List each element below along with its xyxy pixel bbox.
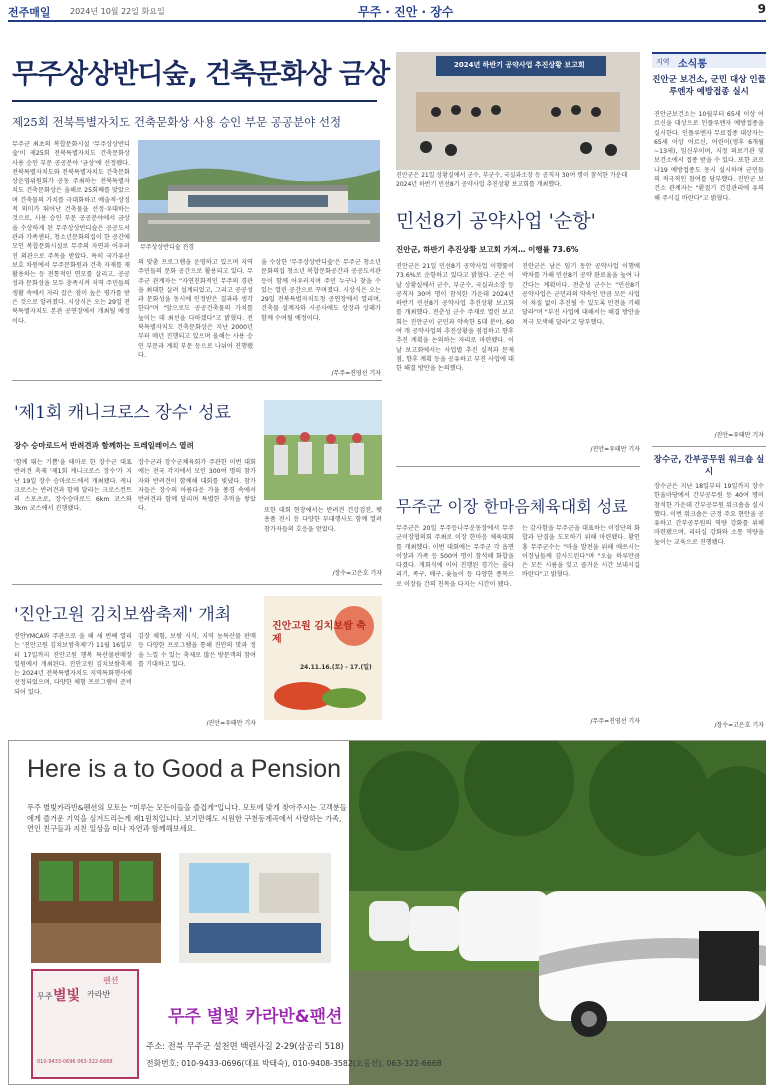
news-sidebar — [652, 52, 766, 732]
deck-photo — [31, 853, 161, 963]
pension-advertisement — [8, 740, 766, 1085]
newspaper-brand: 전주매일 — [8, 6, 51, 19]
pension-address: 주소: 전북 무주군 설천면 백련사길 2-29(삼공리 518) — [146, 1041, 344, 1051]
interior-photo — [179, 853, 331, 963]
page-header — [8, 0, 766, 22]
sign-text-2: 별빛 — [53, 988, 81, 1004]
hanmadang-col2: 는 감사함을 무주군을 대표하는 이장단의 화합과 단결을 도모하기 위해 마련됐다. 황인홍 무주군수는 "마을 발전을 위해 애쓰시는 이장님들께 감사드린다"며 "오늘 하루만큼은 모든 시름을 잊고 즐거운 시간 보내시길 바란다"고 밝혔다. — [522, 525, 640, 579]
pledge-headline: 민선8기 공약사업 '순항' — [396, 210, 596, 232]
divider — [12, 584, 382, 585]
main-article-col2: 의 맞춤 프로그램을 운영하고 있으며 지역 주민들의 문화 공간으로 활용되고 있다. 무주군 관계자는 "자연친화적인 무주의 경관을 최대한 살려 설계되었고, 그리고 공공성과 문화성을 동시에 인정받은 결과라 생각한다"며 "앞으로도 공공건축물의 가치를 높이는 데 최선을 다하겠다"고 밝혔다. 전북특별자치도 건축문화상은 지난 2000년부터 매년 진행되고 있으며 올해는 사용 승인 부문과 계획 부문 등으로 나뉘어 진행됐다. — [138, 259, 253, 359]
main-subheadline: 제25회 전북특별자치도 건축문화상 사용 승인 부문 공공분야 선정 — [12, 115, 342, 129]
canicross-byline: /장수=고은호 기자 — [332, 570, 382, 577]
sign-text-4: 펜션 — [103, 976, 119, 985]
headline-rule — [12, 100, 377, 102]
sidebar-item1-title: 진안군 보건소, 군민 대상 인플루엔자 예방접종 실시 — [652, 75, 766, 97]
pension-phone: 전화번호: 010-9433-0696(대표 박태숙), 010-9408-3582(오동선), 063-322-6668 — [146, 1059, 442, 1068]
canicross-subheadline: 장수 승마로드서 반려견과 함께하는 트레일레이스 열려 — [14, 441, 194, 450]
pledge-subheadline: 진안군, 하반기 추진상황 보고회 가져… 이행률 73.6% — [396, 245, 579, 254]
main-article-byline: /무주=진영선 기자 — [331, 370, 381, 377]
poster-date: 24.11.16.(토) - 17.(일) — [300, 664, 372, 671]
divider — [652, 446, 766, 447]
pledge-col1: 진안군은 21일 민선8기 공약사업 이행률이 73.6%로 순항하고 있다고 밝혔다. 군은 이날 상황실에서 군수, 부군수, 국실과소장 등 공직자 30여 명이 참석한 가운데 2024년 하반기 민선8기 공약사업 추진상황 보고회를 개최했다. 전춘성 군수 주재로 열린 보고회는 진안군이 군민과 약속한 5대 분야, 60여 개 공약사업의 추진상황을 점검하고 향후 추진 계획을 논의하는 자리로 마련됐다. 이날 보고회에서는 사업별 추진 실적과 문제점, 향후 계획 등을 공유하고 부진 사업에 대한 해결 방안을 논의했다. — [396, 263, 514, 373]
hanmadang-headline: 무주군 이장 한마음체육대회 성료 — [396, 497, 628, 516]
ad-headline: Here is a to Good a Pension — [27, 755, 342, 783]
main-article-col3: 을 수상한 '무주상상반디숲'은 무주군 청소년 문화의집 청소년 복합문화공간과 공공도서관 등이 함께 어우러지며 주민 누구나 찾을 수 있는 열린 공간으로 꾸며졌다. 시상식은 오는 29일 전북특별자치도청 공연장에서 열리며, 건축물 설계자와 시공사에도 상장과 상패가 함께 수여될 예정이다. — [261, 259, 381, 322]
sidebar-item1-body: 진안군보건소는 10월부터 65세 이상 어르신을 대상으로 인플루엔자 예방접종을 실시한다. 인플루엔자 무료접종 대상자는 65세 이상 어르신, 어린이(생후 6개월~13세), 임신부이며, 지정 의료기관 및 보건소에서 접종 받을 수 있다. 또한 코로나19 예방접종도 동시 실시하며 군민들의 적극적인 참여를 당부했다. 진안군 보건소 관계자는 "환절기 건강관리에 유의해 주시길 바란다"고 밝혔다. — [654, 111, 764, 202]
page-number: 9 — [757, 2, 766, 16]
pledge-col2: 진안군은 남은 임기 동안 공약사업 이행에 박차를 가해 민선8기 공약 완료율을 높여 나간다는 계획이다. 전춘성 군수는 "민선8기 공약사업은 군민과의 약속인 만큼 모든 사업이 차질 없이 추진될 수 있도록 만전을 기해달라"며 "부진 사업에 대해서는 해결 방안을 적극 모색해 달라"고 당부했다. — [522, 263, 640, 326]
sidebar-title: 소식통 — [678, 59, 707, 70]
sidebar-item2-title: 장수군, 간부공무원 워크숍 실시 — [653, 455, 765, 477]
issue-date: 2024년 10월 22일 화요일 — [70, 7, 165, 16]
building-photo — [138, 140, 380, 242]
kimchi-poster — [264, 596, 382, 720]
ad-description: 무주 별빛카라반&펜션의 모토는 "미루는 모든이들을 즐겁게"입니다. 모토에 맞게 찾아주시는 고객분들에게 즐거운 기억을 심겨드리는게 제1원칙입니다. 보기만해도 시원한 구천동계곡에서 사랑하는 가족, 연인 친구들과 지친 일상을 떠나 자연과 함께해보세요. — [27, 803, 347, 833]
canicross-headline: '제1회 캐니크로스 장수' 성료 — [14, 403, 232, 423]
sidebar-header — [652, 52, 766, 68]
sign-phone: 010-9433-0696 063-322-6668 — [37, 1059, 113, 1065]
sidebar-item1-byline: /진안=우태만 기자 — [714, 432, 764, 439]
main-headline: 무주상상반디숲, 건축문화상 금상 — [12, 59, 390, 90]
sidebar-item2-byline: /장수=고은호 기자 — [714, 722, 764, 729]
caravan-photo — [349, 741, 766, 1085]
sign-text-1: 무주 — [37, 992, 53, 1001]
pledge-byline: /진안=우태만 기자 — [590, 446, 640, 453]
canicross-photo — [264, 400, 382, 500]
hanmadang-byline: /무주=진영선 기자 — [590, 718, 640, 725]
main-article-col1: 무주군 최초의 복합문화시설 '무주상상반디숲'이 제25회 전북특별자치도 건축문화상 사용 승인 부문 공공분야 '금상'에 선정됐다. 전북특별자치도와 전북특별자치도 건축문화상운영위원회가 공동 주최하는 전북특별자치도 건축문화상은 올해로 25회째를 맞았으며 건축물의 가치를 극대화하고 예술적·상징적 의미가 뛰어난 건축물을 선정·우대하는 것으로, 사용 승인 부문 공공분야에서 금상을 수상하게 된 무주상상반디숲은 공공도서관과 가족센터, 청소년문화의집이 한 공간에 모인 복합문화시설로 무주의 자연과 어우러진 외관으로 주목을 받았다. 특히 국가유산 보호 차원에서 무주문화원과 건축 자재를 재활용하는 등 전통적인 면모를 살리고, 공공성과 문화성을 모두 충족시켜 지역 주민들의 생활 속에서 자리 잡은 점이 높은 평가를 받은 것으로 알려졌다. 시상식은 오는 29일 전북특별자치도 본관 공연장에서 개최될 예정이다. — [12, 141, 130, 325]
canicross-col1: '함께 뛰는 기쁨'을 테마로 한 장수군 대표 반려견 축제 '제1회 캐니크로스 장수'가 지난 19일 장수 승마로드에서 개최됐다. 캐니크로스는 반려견과 함께 달리는 크로스컨트리 스포츠로, 장수승마로드 6km 코스와 3km 코스에서 진행됐다. — [14, 459, 132, 513]
meeting-photo-caption: 진안군은 21일 상황실에서 군수, 부군수, 국실과소장 등 공직자 30여 명이 참석한 가운데 2024년 하반기 민선8기 공약사업 추진상황 보고회를 개최했다. — [396, 172, 628, 188]
sidebar-label: 지역 — [656, 58, 670, 66]
hanmadang-col1: 무주군은 20일 무주등나무운동장에서 무주군이장협의회 주최로 이장 한마음 체육대회를 개최했다. 이번 대회에는 무주군 각 읍면 이장과 가족 등 500여 명이 참석해 화합을 다졌다. 개회식에 이어 진행된 경기는 줄다리기, 족구, 배구, 윷놀이 등 다양한 종목으로 이장들 간의 친목을 다지는 시간이 됐다. — [396, 525, 514, 588]
sidebar-item2-body: 장수군은 지난 18일부터 19일까지 장수한울마당에서 간부공무원 등 40여 명이 참석한 가운데 간부공무원 워크숍을 실시했다. 이번 워크숍은 군정 주요 현안을 공유하고 간부공무원의 역량 강화를 위해 마련됐으며, 리더십 강화와 소통 역량을 높이는 교육으로 진행됐다. — [654, 483, 764, 546]
divider — [12, 380, 382, 381]
sign-text-3: 카라반 — [87, 990, 111, 999]
canicross-col3: 또한 대회 현장에서는 반려견 건강검진, 펫 용품 전시 등 다양한 부대행사도 함께 열려 참가자들의 호응을 얻었다. — [264, 507, 382, 533]
kimchi-col1: 진안YMCA와 주관으로 올 해 세 번째 열리는 '진안고원 김치보쌈축제'가 11월 16일부터 17일까지 진안고원 행복 특산물판매장 일원에서 개최된다. 진안고원 김치보쌈축제는 2024년 전북특별자치도 지역특화행사에 선정되었으며, 다양한 체험 프로그램이 준비되어 있다. — [14, 633, 132, 696]
meeting-photo — [396, 52, 640, 170]
building-photo-caption: 무주상상반디숲 전경 — [140, 244, 195, 251]
section-title: 무주 · 진안 · 장수 — [358, 5, 454, 19]
poster-title: 진안고원 김치보쌈 축제 — [272, 621, 366, 645]
divider — [396, 466, 640, 467]
canicross-col2: 장수군과 장수군체육회가 주관한 이번 대회에는 전국 각지에서 모인 300여 명의 참가자와 반려견이 함께해 대회를 빛냈다. 참가자들은 장수의 아름다운 가을 풍경 속에서 반려견과 함께 달리며 특별한 추억을 쌓았다. — [138, 459, 256, 513]
kimchi-headline: '진안고원 김치보쌈축제' 개최 — [14, 605, 232, 625]
kimchi-col2: 김장 체험, 보쌈 시식, 지역 농특산물 판매 등 다양한 프로그램을 통해 진안의 맛과 정을 느낄 수 있는 축제로 많은 방문객의 참여를 기대하고 있다. — [138, 633, 256, 668]
pension-sign — [31, 969, 139, 1079]
meeting-banner-text: 2024년 하반기 공약사업 추진상황 보고회 — [454, 61, 585, 69]
kimchi-byline: /진안=우태만 기자 — [206, 720, 256, 727]
pension-name: 무주 별빛 카라반&팬션 — [168, 1007, 343, 1027]
